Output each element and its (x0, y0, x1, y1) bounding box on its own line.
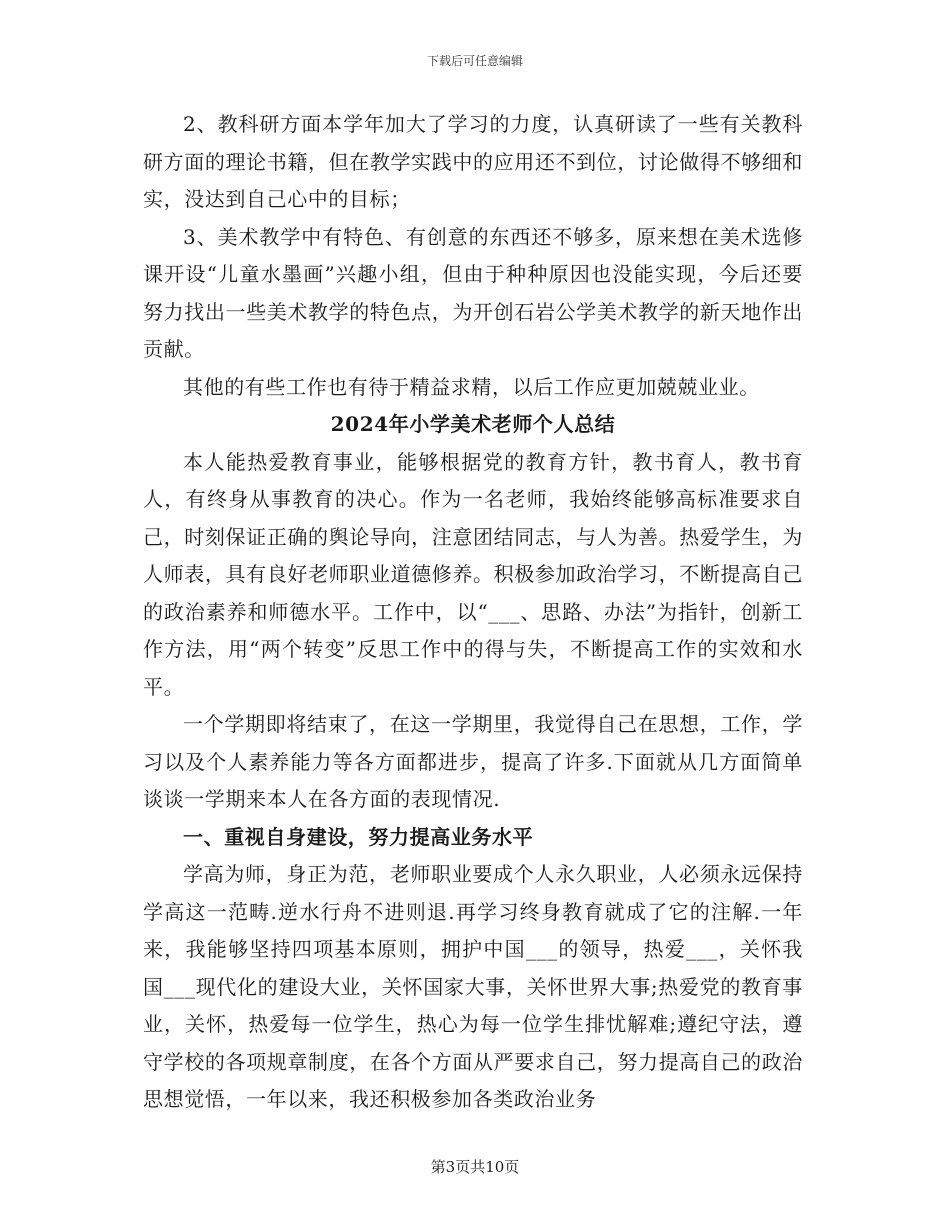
document-body (143, 106, 803, 1119)
page-number: 第3页共10页 (430, 1158, 520, 1176)
header-note: 下载后可任意编辑 (426, 54, 523, 68)
document-title: 2024年小学美术老师个人总结 (330, 412, 616, 436)
paragraph-item-2: 2、教科研方面本学年加大了学习的力度，认真研读了一些有关教科研方面的理论书籍，但在教学实践中的应用还不到位，讨论做得不够细和实，没达到自己心中的目标； (143, 112, 803, 211)
paragraph-other-work: 其他的有些工作也有待于精益求精，以后工作应更加兢兢业业。 (183, 374, 760, 399)
paragraph-semester: 一个学期即将结束了，在这一学期里，我觉得自己在思想，工作，学习以及个人素养能力等各方面都进步，提高了许多.下面就从几方面简单谈谈一学期来本人在各方面的表现情况. (143, 712, 803, 811)
paragraph-intro: 本人能热爱教育事业，能够根据党的教育方针，教书育人，教书育人，有终身从事教育的决心。作为一名老师，我始终能够高标准要求自己，时刻保证正确的舆论导向，注意团结同志，与人为善。热爱学生，为人师表，具有良好老师职业道德修养。积极参加政治学习，不断提高自己的政治素养和师德水平。工作中，以“___、思路、办法”为指针，创新工作方法，用“两个转变”反思工作中的得与失，不断提高工作的实效和水平。 (143, 449, 803, 699)
paragraph-section-body: 学高为师，身正为范，老师职业要成个人永久职业，人必须永远保持学高这一范畴.逆水行舟不进则退.再学习终身教育就成了它的注解.一年来，我能够坚持四项基本原则，拥护中国___的领导，热爱___，关怀我国___现代化的建设大业，关怀国家大事，关怀世界大事;热爱党的教育事业，关怀，热爱每一位学生，热心为每一位学生排忧解难;遵纪守法，遵守学校的各项规章制度，在各个方面从严要求自己，努力提高自己的政治思想觉悟，一年以来，我还积极参加各类政治业务 (143, 862, 803, 1111)
paragraph-item-3: 3、美术教学中有特色、有创意的东西还不够多，原来想在美术选修课开设“儿童水墨画”兴趣小组，但由于种种原因也没能实现，今后还要努力找出一些美术教学的特色点，为开创石岩公学美术教学的新天地作出贡献。 (143, 224, 803, 361)
section-heading: 一、重视自身建设，努力提高业务水平 (183, 824, 534, 849)
